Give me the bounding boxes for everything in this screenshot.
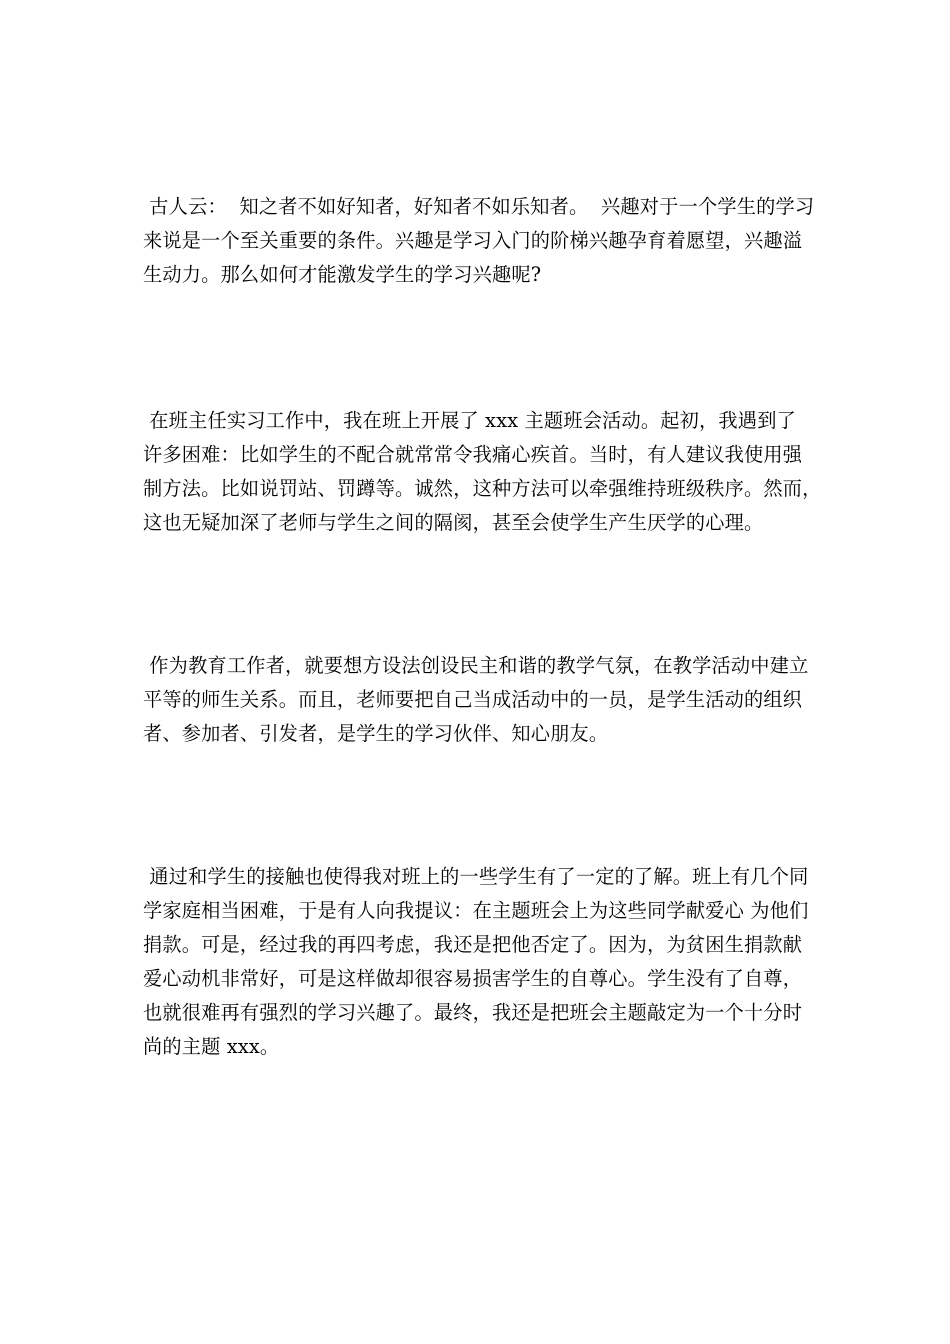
paragraph-line: 学家庭相当困难，于是有人向我提议：在主题班会上为这些同学献爱心 为他们 xyxy=(143,899,809,922)
paragraph-1 xyxy=(143,190,813,292)
paragraph-line: 生动力。那么如何才能激发学生的学习兴趣呢? xyxy=(143,263,542,286)
paragraph-line: 爱心动机非常好，可是这样做却很容易损害学生的自尊心。学生没有了自尊， xyxy=(143,967,803,990)
paragraph-4 xyxy=(143,860,813,1064)
paragraph-line: 捐款。可是，经过我的再四考虑，我还是把他否定了。因为，为贫困生捐款献 xyxy=(143,933,803,956)
paragraph-line: 古人云： 知之者不如好知者，好知者不如乐知者。 兴趣对于一个学生的学习 xyxy=(143,195,815,218)
paragraph-line: 也就很难再有强烈的学习兴趣了。最终，我还是把班会主题敲定为一个十分时 xyxy=(143,1001,803,1024)
paragraph-line: 者、参加者、引发者，是学生的学习伙伴、知心朋友。 xyxy=(143,722,609,745)
paragraph-line: 尚的主题 xxx。 xyxy=(143,1035,280,1058)
paragraph-line: 这也无疑加深了老师与学生之间的隔阂，甚至会使学生产生厌学的心理。 xyxy=(143,511,764,534)
paragraph-line: 作为教育工作者，就要想方设法创设民主和谐的教学气氛，在教学活动中建立 xyxy=(143,654,809,677)
paragraph-line: 许多困难：比如学生的不配合就常常令我痛心疾首。当时，有人建议我使用强 xyxy=(143,443,803,466)
paragraph-line: 平等的师生关系。而且，老师要把自己当成活动中的一员，是学生活动的组织 xyxy=(143,688,803,711)
paragraph-line: 通过和学生的接触也使得我对班上的一些学生有了一定的了解。班上有几个同 xyxy=(143,865,809,888)
paragraph-2 xyxy=(143,404,822,540)
paragraph-line: 来说是一个至关重要的条件。兴趣是学习入门的阶梯兴趣孕育着愿望，兴趣溢 xyxy=(143,229,803,252)
paragraph-3 xyxy=(143,649,813,751)
paragraph-line: 制方法。比如说罚站、罚蹲等。诚然，这种方法可以牵强维持班级秩序。然而， xyxy=(143,477,822,500)
paragraph-line: 在班主任实习工作中，我在班上开展了 xxx 主题班会活动。起初，我遇到了 xyxy=(143,409,796,432)
